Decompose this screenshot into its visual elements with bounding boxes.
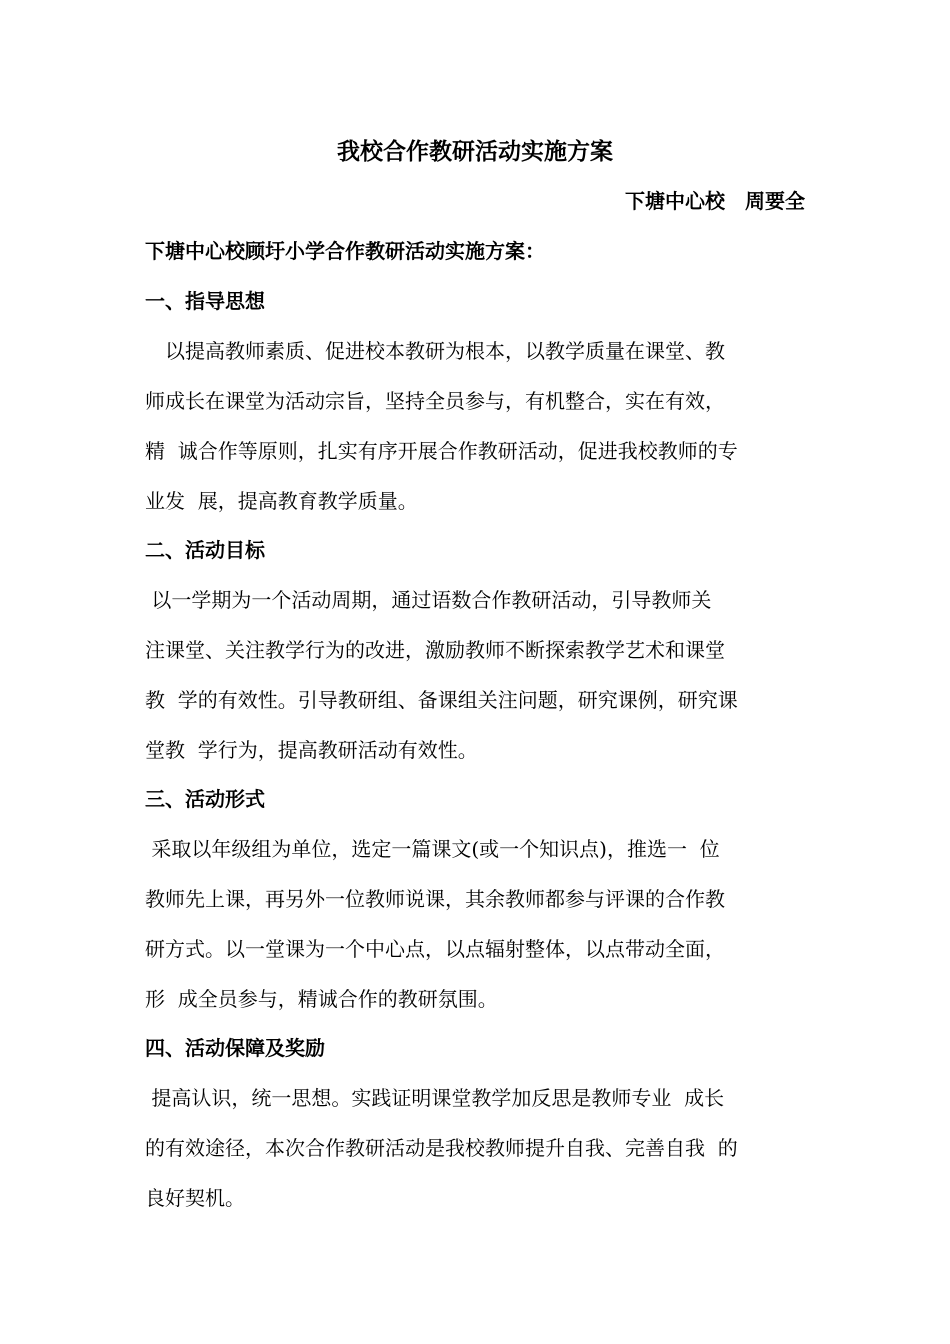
paragraph-line: 精 诚合作等原则，扎实有序开展合作教研活动，促进我校教师的专	[145, 439, 738, 463]
section-heading-activity-goals: 二、活动目标	[145, 538, 265, 562]
section-paragraph-activity-goals	[145, 575, 807, 775]
paragraph-line: 形 成全员参与，精诚合作的教研氛围。	[145, 987, 498, 1011]
section-paragraph-guiding-ideology	[145, 326, 807, 526]
intro-heading: 下塘中心校顾圩小学合作教研活动实施方案：	[145, 239, 545, 263]
section-paragraph-guarantee-rewards	[145, 1073, 807, 1223]
paragraph-line: 的有效途径，本次合作教研活动是我校教师提升自我、完善自我 的	[145, 1136, 738, 1160]
document-author: 下塘中心校 周要全	[625, 189, 805, 213]
section-heading-guiding-ideology: 一、指导思想	[145, 289, 265, 313]
paragraph-line: 注课堂、关注教学行为的改进，激励教师不断探索教学艺术和课堂	[145, 638, 725, 662]
paragraph-line: 提高认识，统一思想。实践证明课堂教学加反思是教师专业 成长	[145, 1086, 725, 1110]
paragraph-line: 良好契机。	[145, 1186, 245, 1210]
section-heading-guarantee-rewards: 四、活动保障及奖励	[145, 1036, 325, 1060]
section-heading-activity-form: 三、活动形式	[145, 787, 265, 811]
paragraph-line: 研方式。以一堂课为一个中心点，以点辐射整体，以点带动全面，	[145, 937, 725, 961]
paragraph-line: 堂教 学行为，提高教研活动有效性。	[145, 738, 478, 762]
paragraph-line: 师成长在课堂为活动宗旨，坚持全员参与，有机整合，实在有效，	[145, 389, 725, 413]
paragraph-line: 采取以年级组为单位，选定一篇课文(或一个知识点)，推选一 位	[145, 837, 720, 861]
paragraph-line: 教 学的有效性。引导教研组、备课组关注问题，研究课例，研究课	[145, 688, 738, 712]
paragraph-line: 教师先上课，再另外一位教师说课，其余教师都参与评课的合作教	[145, 887, 725, 911]
paragraph-line: 以一学期为一个活动周期，通过语数合作教研活动，引导教师关	[145, 588, 712, 612]
section-paragraph-activity-form	[145, 824, 807, 1024]
paragraph-line: 业发 展，提高教育教学质量。	[145, 489, 418, 513]
paragraph-line: 以提高教师素质、促进校本教研为根本，以教学质量在课堂、教	[145, 339, 725, 363]
document-title: 我校合作教研活动实施方案	[337, 139, 613, 165]
